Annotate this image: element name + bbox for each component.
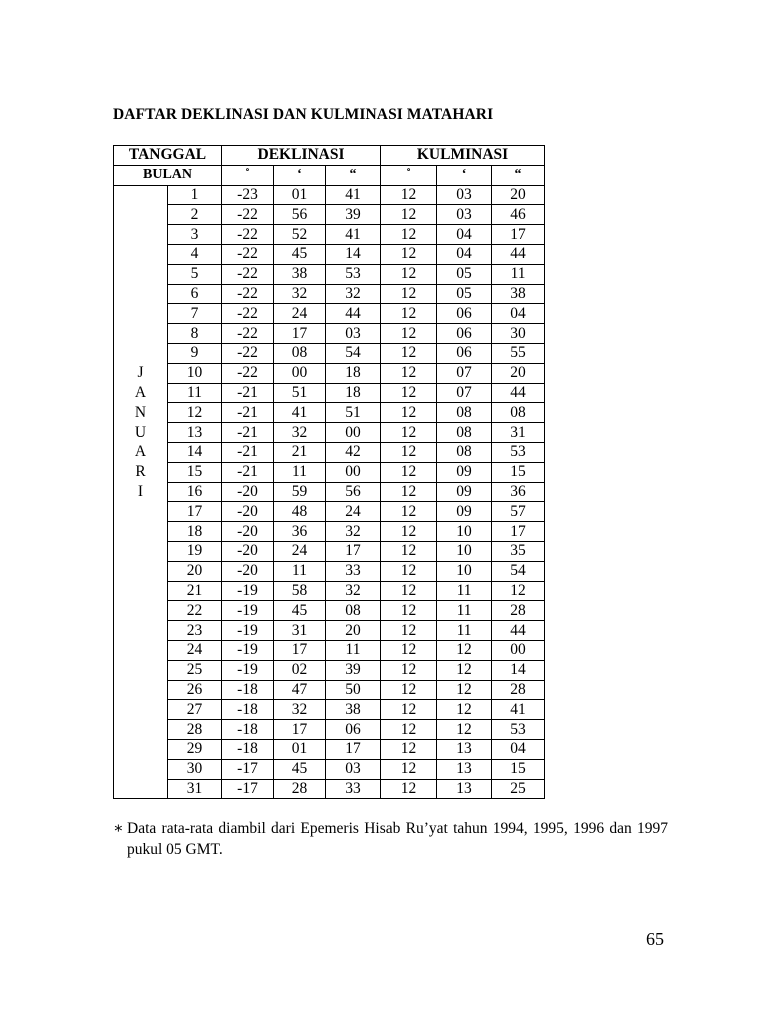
- kulminasi-degree-cell: 12: [381, 244, 437, 264]
- kulminasi-minute-cell: 12: [437, 680, 492, 700]
- kulminasi-minute-cell: 12: [437, 700, 492, 720]
- table-row: [114, 225, 545, 245]
- deklinasi-degree-cell: -21: [222, 403, 274, 423]
- day-cell: 11: [168, 383, 222, 403]
- deklinasi-minute-cell: 32: [274, 284, 326, 304]
- month-letter-cell: [114, 264, 168, 284]
- kulminasi-degree-cell: 12: [381, 343, 437, 363]
- day-cell: 4: [168, 244, 222, 264]
- kulminasi-second-cell: 53: [492, 442, 545, 462]
- deklinasi-second-cell: 14: [326, 244, 381, 264]
- month-letter-cell: [114, 225, 168, 245]
- header-deklinasi: DEKLINASI: [222, 146, 381, 166]
- table-row: [114, 304, 545, 324]
- kulminasi-minute-cell: 11: [437, 621, 492, 641]
- deklinasi-second-cell: 00: [326, 423, 381, 443]
- deklinasi-degree-cell: -22: [222, 324, 274, 344]
- kulminasi-minute-cell: 07: [437, 363, 492, 383]
- deklinasi-second-cell: 03: [326, 324, 381, 344]
- deklinasi-minute-cell: 21: [274, 442, 326, 462]
- month-letter-cell: [114, 660, 168, 680]
- kulminasi-minute-cell: 09: [437, 502, 492, 522]
- kulminasi-degree-cell: 12: [381, 502, 437, 522]
- month-letter-cell: [114, 185, 168, 205]
- day-cell: 16: [168, 482, 222, 502]
- deklinasi-second-cell: 24: [326, 502, 381, 522]
- kulminasi-degree-cell: 12: [381, 403, 437, 423]
- table-row: [114, 660, 545, 680]
- kulminasi-degree-cell: 12: [381, 185, 437, 205]
- kulminasi-second-cell: 31: [492, 423, 545, 443]
- kulminasi-degree-cell: 12: [381, 660, 437, 680]
- kulminasi-second-cell: 44: [492, 383, 545, 403]
- kulminasi-minute-cell: 09: [437, 482, 492, 502]
- deklinasi-minute-cell: 11: [274, 462, 326, 482]
- day-cell: 17: [168, 502, 222, 522]
- table-row: [114, 244, 545, 264]
- kulminasi-minute-cell: 06: [437, 324, 492, 344]
- kulminasi-second-cell: 30: [492, 324, 545, 344]
- table-row: [114, 561, 545, 581]
- deklinasi-minute-cell: 00: [274, 363, 326, 383]
- kulminasi-degree-cell: 12: [381, 423, 437, 443]
- deklinasi-minute-cell: 24: [274, 304, 326, 324]
- kulminasi-minute-cell: 08: [437, 403, 492, 423]
- table-row: [114, 205, 545, 225]
- deklinasi-minute-cell: 08: [274, 343, 326, 363]
- kulminasi-degree-cell: 12: [381, 482, 437, 502]
- header-deklinasi-degree: ˚: [222, 165, 274, 185]
- kulminasi-second-cell: 28: [492, 680, 545, 700]
- kulminasi-second-cell: 44: [492, 244, 545, 264]
- month-letter-cell: [114, 601, 168, 621]
- month-letter-cell: [114, 739, 168, 759]
- table-row: [114, 502, 545, 522]
- day-cell: 23: [168, 621, 222, 641]
- day-cell: 28: [168, 720, 222, 740]
- kulminasi-degree-cell: 12: [381, 759, 437, 779]
- deklinasi-minute-cell: 45: [274, 601, 326, 621]
- table-row: [114, 720, 545, 740]
- kulminasi-minute-cell: 11: [437, 601, 492, 621]
- day-cell: 22: [168, 601, 222, 621]
- header-deklinasi-second: “: [326, 165, 381, 185]
- deklinasi-minute-cell: 58: [274, 581, 326, 601]
- kulminasi-degree-cell: 12: [381, 363, 437, 383]
- kulminasi-second-cell: 15: [492, 759, 545, 779]
- month-letter-cell: [114, 502, 168, 522]
- table-row: [114, 423, 545, 443]
- kulminasi-degree-cell: 12: [381, 581, 437, 601]
- deklinasi-second-cell: 32: [326, 284, 381, 304]
- kulminasi-degree-cell: 12: [381, 739, 437, 759]
- table-units-row: [114, 165, 545, 185]
- month-letter-cell: A: [114, 383, 168, 403]
- kulminasi-degree-cell: 12: [381, 640, 437, 660]
- deklinasi-degree-cell: -22: [222, 343, 274, 363]
- kulminasi-degree-cell: 12: [381, 720, 437, 740]
- deklinasi-minute-cell: 32: [274, 700, 326, 720]
- kulminasi-minute-cell: 12: [437, 640, 492, 660]
- kulminasi-minute-cell: 13: [437, 739, 492, 759]
- deklinasi-degree-cell: -22: [222, 264, 274, 284]
- kulminasi-second-cell: 54: [492, 561, 545, 581]
- kulminasi-degree-cell: 12: [381, 462, 437, 482]
- kulminasi-minute-cell: 06: [437, 304, 492, 324]
- kulminasi-second-cell: 20: [492, 363, 545, 383]
- deklinasi-second-cell: 06: [326, 720, 381, 740]
- deklinasi-second-cell: 20: [326, 621, 381, 641]
- day-cell: 27: [168, 700, 222, 720]
- deklinasi-second-cell: 17: [326, 541, 381, 561]
- deklinasi-second-cell: 38: [326, 700, 381, 720]
- table-row: [114, 680, 545, 700]
- deklinasi-degree-cell: -22: [222, 225, 274, 245]
- deklinasi-degree-cell: -18: [222, 720, 274, 740]
- table-body: [114, 185, 545, 799]
- deklinasi-degree-cell: -20: [222, 482, 274, 502]
- document-title: DAFTAR DEKLINASI DAN KULMINASI MATAHARI: [113, 106, 494, 123]
- kulminasi-minute-cell: 10: [437, 561, 492, 581]
- deklinasi-degree-cell: -18: [222, 739, 274, 759]
- month-letter-cell: N: [114, 403, 168, 423]
- month-letter-cell: [114, 205, 168, 225]
- kulminasi-second-cell: 17: [492, 225, 545, 245]
- kulminasi-degree-cell: 12: [381, 442, 437, 462]
- day-cell: 12: [168, 403, 222, 423]
- deklinasi-degree-cell: -17: [222, 779, 274, 799]
- month-letter-cell: [114, 621, 168, 641]
- kulminasi-minute-cell: 12: [437, 660, 492, 680]
- kulminasi-degree-cell: 12: [381, 264, 437, 284]
- deklinasi-minute-cell: 01: [274, 185, 326, 205]
- deklinasi-second-cell: 18: [326, 383, 381, 403]
- page-number: 65: [646, 929, 664, 949]
- deklinasi-second-cell: 33: [326, 561, 381, 581]
- deklinasi-minute-cell: 31: [274, 621, 326, 641]
- deklinasi-minute-cell: 17: [274, 324, 326, 344]
- table-row: [114, 739, 545, 759]
- table-row: [114, 383, 545, 403]
- kulminasi-minute-cell: 05: [437, 264, 492, 284]
- month-letter-cell: R: [114, 462, 168, 482]
- deklinasi-second-cell: 18: [326, 363, 381, 383]
- kulminasi-second-cell: 20: [492, 185, 545, 205]
- deklinasi-minute-cell: 11: [274, 561, 326, 581]
- kulminasi-minute-cell: 10: [437, 541, 492, 561]
- kulminasi-second-cell: 17: [492, 522, 545, 542]
- day-cell: 13: [168, 423, 222, 443]
- table-row: [114, 185, 545, 205]
- deklinasi-second-cell: 32: [326, 581, 381, 601]
- deklinasi-minute-cell: 38: [274, 264, 326, 284]
- kulminasi-second-cell: 14: [492, 660, 545, 680]
- day-cell: 7: [168, 304, 222, 324]
- header-bulan: BULAN: [114, 165, 222, 185]
- month-letter-cell: [114, 324, 168, 344]
- declination-culmination-table: [113, 145, 545, 799]
- deklinasi-minute-cell: 24: [274, 541, 326, 561]
- table-row: [114, 462, 545, 482]
- deklinasi-degree-cell: -21: [222, 423, 274, 443]
- deklinasi-minute-cell: 36: [274, 522, 326, 542]
- day-cell: 25: [168, 660, 222, 680]
- deklinasi-degree-cell: -20: [222, 541, 274, 561]
- deklinasi-second-cell: 50: [326, 680, 381, 700]
- deklinasi-degree-cell: -21: [222, 462, 274, 482]
- kulminasi-second-cell: 04: [492, 304, 545, 324]
- kulminasi-second-cell: 36: [492, 482, 545, 502]
- day-cell: 21: [168, 581, 222, 601]
- kulminasi-second-cell: 41: [492, 700, 545, 720]
- kulminasi-minute-cell: 09: [437, 462, 492, 482]
- kulminasi-second-cell: 12: [492, 581, 545, 601]
- deklinasi-second-cell: 17: [326, 739, 381, 759]
- month-letter-cell: [114, 700, 168, 720]
- kulminasi-degree-cell: 12: [381, 284, 437, 304]
- deklinasi-minute-cell: 17: [274, 640, 326, 660]
- kulminasi-second-cell: 00: [492, 640, 545, 660]
- month-letter-cell: [114, 759, 168, 779]
- day-cell: 3: [168, 225, 222, 245]
- table-row: [114, 759, 545, 779]
- day-cell: 18: [168, 522, 222, 542]
- deklinasi-minute-cell: 56: [274, 205, 326, 225]
- day-cell: 20: [168, 561, 222, 581]
- deklinasi-degree-cell: -22: [222, 304, 274, 324]
- deklinasi-degree-cell: -21: [222, 442, 274, 462]
- month-letter-cell: U: [114, 423, 168, 443]
- day-cell: 29: [168, 739, 222, 759]
- kulminasi-second-cell: 46: [492, 205, 545, 225]
- day-cell: 15: [168, 462, 222, 482]
- day-cell: 24: [168, 640, 222, 660]
- kulminasi-second-cell: 28: [492, 601, 545, 621]
- deklinasi-degree-cell: -19: [222, 621, 274, 641]
- month-letter-cell: [114, 541, 168, 561]
- deklinasi-minute-cell: 32: [274, 423, 326, 443]
- kulminasi-minute-cell: 13: [437, 759, 492, 779]
- table-row: [114, 601, 545, 621]
- kulminasi-minute-cell: 04: [437, 225, 492, 245]
- kulminasi-degree-cell: 12: [381, 522, 437, 542]
- deklinasi-second-cell: 08: [326, 601, 381, 621]
- kulminasi-minute-cell: 12: [437, 720, 492, 740]
- month-letter-cell: [114, 640, 168, 660]
- deklinasi-degree-cell: -22: [222, 244, 274, 264]
- deklinasi-second-cell: 51: [326, 403, 381, 423]
- deklinasi-degree-cell: -19: [222, 581, 274, 601]
- header-deklinasi-minute: ‘: [274, 165, 326, 185]
- deklinasi-degree-cell: -19: [222, 640, 274, 660]
- kulminasi-second-cell: 57: [492, 502, 545, 522]
- kulminasi-second-cell: 11: [492, 264, 545, 284]
- deklinasi-degree-cell: -17: [222, 759, 274, 779]
- kulminasi-second-cell: 55: [492, 343, 545, 363]
- footnote: [113, 818, 668, 860]
- month-letter-cell: [114, 581, 168, 601]
- deklinasi-minute-cell: 45: [274, 759, 326, 779]
- deklinasi-minute-cell: 48: [274, 502, 326, 522]
- day-cell: 6: [168, 284, 222, 304]
- deklinasi-minute-cell: 47: [274, 680, 326, 700]
- kulminasi-second-cell: 44: [492, 621, 545, 641]
- deklinasi-degree-cell: -20: [222, 502, 274, 522]
- month-letter-cell: [114, 720, 168, 740]
- deklinasi-degree-cell: -22: [222, 284, 274, 304]
- table-row: [114, 640, 545, 660]
- table-row: [114, 264, 545, 284]
- deklinasi-minute-cell: 01: [274, 739, 326, 759]
- month-letter-cell: [114, 680, 168, 700]
- kulminasi-degree-cell: 12: [381, 779, 437, 799]
- deklinasi-degree-cell: -20: [222, 522, 274, 542]
- deklinasi-degree-cell: -19: [222, 601, 274, 621]
- deklinasi-degree-cell: -23: [222, 185, 274, 205]
- kulminasi-degree-cell: 12: [381, 225, 437, 245]
- kulminasi-degree-cell: 12: [381, 304, 437, 324]
- table-row: [114, 581, 545, 601]
- kulminasi-degree-cell: 12: [381, 561, 437, 581]
- month-letter-cell: [114, 284, 168, 304]
- kulminasi-degree-cell: 12: [381, 205, 437, 225]
- kulminasi-degree-cell: 12: [381, 601, 437, 621]
- table-row: [114, 343, 545, 363]
- kulminasi-degree-cell: 12: [381, 383, 437, 403]
- kulminasi-minute-cell: 06: [437, 343, 492, 363]
- table-row: [114, 442, 545, 462]
- deklinasi-minute-cell: 28: [274, 779, 326, 799]
- table-row: [114, 284, 545, 304]
- deklinasi-minute-cell: 41: [274, 403, 326, 423]
- header-kulminasi: KULMINASI: [381, 146, 545, 166]
- kulminasi-minute-cell: 04: [437, 244, 492, 264]
- table-row: [114, 324, 545, 344]
- deklinasi-second-cell: 41: [326, 185, 381, 205]
- kulminasi-minute-cell: 03: [437, 185, 492, 205]
- kulminasi-second-cell: 04: [492, 739, 545, 759]
- table-row: [114, 621, 545, 641]
- kulminasi-second-cell: 08: [492, 403, 545, 423]
- deklinasi-minute-cell: 52: [274, 225, 326, 245]
- kulminasi-degree-cell: 12: [381, 541, 437, 561]
- month-letter-cell: [114, 561, 168, 581]
- deklinasi-second-cell: 53: [326, 264, 381, 284]
- day-cell: 31: [168, 779, 222, 799]
- deklinasi-degree-cell: -18: [222, 700, 274, 720]
- month-letter-cell: [114, 244, 168, 264]
- day-cell: 9: [168, 343, 222, 363]
- kulminasi-degree-cell: 12: [381, 621, 437, 641]
- deklinasi-second-cell: 00: [326, 462, 381, 482]
- deklinasi-second-cell: 56: [326, 482, 381, 502]
- table-row: [114, 541, 545, 561]
- day-cell: 2: [168, 205, 222, 225]
- kulminasi-minute-cell: 10: [437, 522, 492, 542]
- day-cell: 19: [168, 541, 222, 561]
- header-kulminasi-second: “: [492, 165, 545, 185]
- kulminasi-second-cell: 53: [492, 720, 545, 740]
- table-row: [114, 700, 545, 720]
- kulminasi-minute-cell: 03: [437, 205, 492, 225]
- deklinasi-second-cell: 11: [326, 640, 381, 660]
- month-letter-cell: [114, 779, 168, 799]
- deklinasi-second-cell: 54: [326, 343, 381, 363]
- kulminasi-degree-cell: 12: [381, 680, 437, 700]
- month-letter-cell: [114, 304, 168, 324]
- deklinasi-second-cell: 42: [326, 442, 381, 462]
- table-header-row: [114, 146, 545, 166]
- kulminasi-minute-cell: 11: [437, 581, 492, 601]
- kulminasi-minute-cell: 05: [437, 284, 492, 304]
- kulminasi-degree-cell: 12: [381, 700, 437, 720]
- header-tanggal: TANGGAL: [114, 146, 222, 166]
- table-row: [114, 363, 545, 383]
- kulminasi-minute-cell: 08: [437, 442, 492, 462]
- deklinasi-degree-cell: -19: [222, 660, 274, 680]
- deklinasi-second-cell: 39: [326, 660, 381, 680]
- asterisk-icon: ∗: [113, 820, 124, 837]
- day-cell: 10: [168, 363, 222, 383]
- deklinasi-second-cell: 32: [326, 522, 381, 542]
- deklinasi-degree-cell: -18: [222, 680, 274, 700]
- header-kulminasi-minute: ‘: [437, 165, 492, 185]
- deklinasi-minute-cell: 02: [274, 660, 326, 680]
- deklinasi-second-cell: 41: [326, 225, 381, 245]
- day-cell: 5: [168, 264, 222, 284]
- month-letter-cell: [114, 522, 168, 542]
- deklinasi-minute-cell: 51: [274, 383, 326, 403]
- kulminasi-degree-cell: 12: [381, 324, 437, 344]
- header-kulminasi-degree: ˚: [381, 165, 437, 185]
- day-cell: 30: [168, 759, 222, 779]
- table-row: [114, 403, 545, 423]
- deklinasi-minute-cell: 45: [274, 244, 326, 264]
- kulminasi-second-cell: 38: [492, 284, 545, 304]
- deklinasi-second-cell: 39: [326, 205, 381, 225]
- day-cell: 26: [168, 680, 222, 700]
- kulminasi-minute-cell: 08: [437, 423, 492, 443]
- kulminasi-second-cell: 25: [492, 779, 545, 799]
- day-cell: 14: [168, 442, 222, 462]
- month-letter-cell: [114, 343, 168, 363]
- kulminasi-second-cell: 35: [492, 541, 545, 561]
- deklinasi-second-cell: 33: [326, 779, 381, 799]
- table-row: [114, 779, 545, 799]
- deklinasi-degree-cell: -20: [222, 561, 274, 581]
- kulminasi-minute-cell: 13: [437, 779, 492, 799]
- day-cell: 1: [168, 185, 222, 205]
- kulminasi-minute-cell: 07: [437, 383, 492, 403]
- deklinasi-degree-cell: -21: [222, 383, 274, 403]
- month-letter-cell: A: [114, 442, 168, 462]
- month-letter-cell: I: [114, 482, 168, 502]
- deklinasi-minute-cell: 17: [274, 720, 326, 740]
- deklinasi-second-cell: 03: [326, 759, 381, 779]
- deklinasi-degree-cell: -22: [222, 205, 274, 225]
- table-row: [114, 482, 545, 502]
- deklinasi-degree-cell: -22: [222, 363, 274, 383]
- footnote-text: Data rata-rata diambil dari Epemeris Hisab Ru’yat tahun 1994, 1995, 1996 dan 1997 pukul 05 GMT.: [127, 820, 668, 858]
- deklinasi-second-cell: 44: [326, 304, 381, 324]
- kulminasi-second-cell: 15: [492, 462, 545, 482]
- table-row: [114, 522, 545, 542]
- deklinasi-minute-cell: 59: [274, 482, 326, 502]
- day-cell: 8: [168, 324, 222, 344]
- month-letter-cell: J: [114, 363, 168, 383]
